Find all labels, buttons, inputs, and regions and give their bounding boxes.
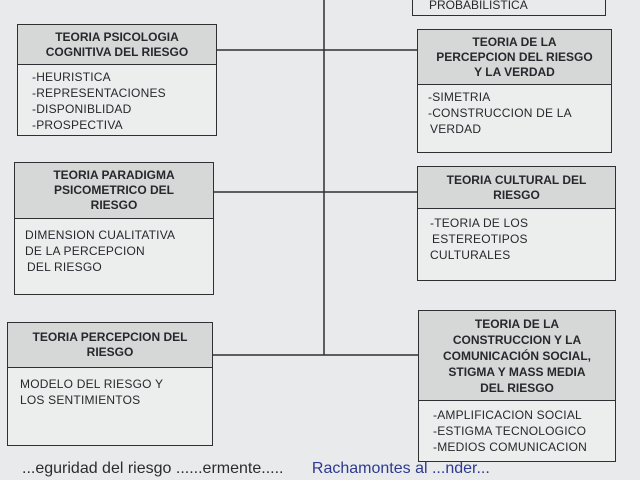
title-line: TEORIA CULTURAL DEL [446,172,587,187]
box-title [8,323,212,368]
box-teoria-percepcion-riesgo-verdad [417,29,612,153]
list-item: -DISPONIBLIDAD [32,102,132,116]
box-items [8,368,212,408]
title-line: PSICOMETRICO DEL [53,183,174,197]
title-line: RIESGO [86,345,134,359]
title-line: TEORIA DE LA [472,34,557,49]
title-line: TEORIA DE LA [474,316,560,331]
list-item: MODELO DEL RIESGO Y [20,377,164,391]
box-title [18,25,216,65]
title-line: COGNITIVA DEL RIESGO [45,44,189,59]
footer-text [22,460,640,480]
box-teoria-cultural-del-riesgo [417,166,616,281]
title-line: TEORIA PERCEPCION DEL [32,330,188,344]
box-teoria-paradigma-psicometrico [14,162,214,295]
title-line: PERCEPCION DEL RIESGO [436,49,593,64]
list-item: -SIMETRIA [428,90,491,104]
box-title [15,163,213,219]
box-items [418,85,611,137]
list-item: -AMPLIFICACION SOCIAL [433,408,582,422]
box-teoria-percepcion-del-riesgo [7,322,213,446]
title-line: DEL RIESGO [480,380,554,395]
title-line: RIESGO [90,198,138,212]
list-item: -ESTIGMA TECNOLOGICO [433,424,587,438]
box-items [418,209,615,263]
box-items [419,401,615,455]
list-item: -MEDIOS COMUNICACION [433,440,587,454]
title-line: RIESGO [493,187,540,202]
list-item: DEL RIESGO [27,260,102,274]
box-title [419,311,615,401]
list-item: ESTEREOTIPOS [432,232,528,246]
list-item: -CONSTRUCCION DE LA [428,106,572,120]
list-item: DIMENSION CUALITATIVA [25,228,176,242]
box-probabilistica [412,0,606,16]
box-items [15,219,213,275]
list-item: CULTURALES [430,248,511,262]
box-title [418,167,615,209]
list-item: -TEORIA DE LOS [430,216,529,230]
box-teoria-construccion-comunicacion-social [418,310,616,462]
title-line: Y LA VERDAD [474,64,555,79]
box-items [18,65,216,133]
list-item: DE LA PERCEPCION [25,244,145,258]
footer-text-left: ...eguridad del riesgo ......ermente..... [22,460,284,477]
title-line: COMUNICACIÓN SOCIAL, [443,348,591,363]
title-line: STIGMA Y MASS MEDIA [448,364,586,379]
footer-text-right: Rachamontes al ...nder... [311,460,490,477]
list-item: VERDAD [430,122,482,136]
box-teoria-psicologia-cognitiva [17,24,217,136]
list-item: LOS SENTIMIENTOS [20,393,141,407]
title-line: TEORIA PARADIGMA [53,168,175,182]
list-item: -REPRESENTACIONES [32,86,166,100]
list-item: -HEURISTICA [32,70,111,84]
title-line: TEORIA PSICOLOGIA [55,29,179,44]
title-line: PROBABILISTICA [429,0,528,12]
list-item: -PROSPECTIVA [32,118,123,132]
title-line: CONSTRUCCION Y LA [452,332,582,347]
box-title [418,30,611,85]
